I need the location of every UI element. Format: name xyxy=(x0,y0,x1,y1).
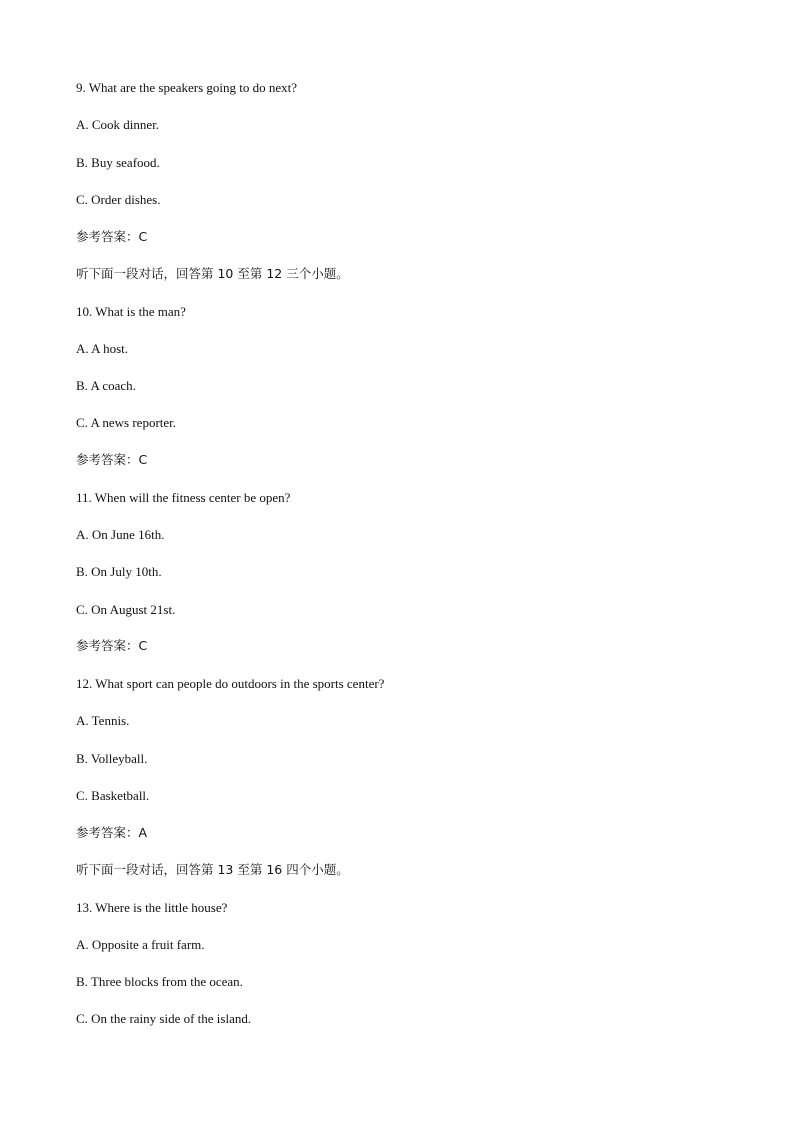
option-10c: C. A news reporter. xyxy=(76,415,177,430)
option-12a: A. Tennis. xyxy=(76,713,130,728)
option-9a: A. Cook dinner. xyxy=(76,117,160,132)
option-12b: B. Volleyball. xyxy=(76,751,148,766)
question-12: 12. What sport can people do outdoors in the sports center? xyxy=(76,676,385,691)
instruction-10-12: 听下面一段对话，回答第 10 至第 12 三个小题。 xyxy=(76,266,349,281)
answer-9: 参考答案：C xyxy=(76,229,148,244)
question-13: 13. Where is the little house? xyxy=(76,900,228,915)
answer-12: 参考答案：A xyxy=(76,825,148,840)
option-10b: B. A coach. xyxy=(76,378,136,393)
option-11a: A. On June 16th. xyxy=(76,527,165,542)
option-10a: A. A host. xyxy=(76,341,129,356)
option-11c: C. On August 21st. xyxy=(76,602,176,617)
answer-10: 参考答案：C xyxy=(76,452,148,467)
question-9: 9. What are the speakers going to do next? xyxy=(76,80,298,95)
option-13a: A. Opposite a fruit farm. xyxy=(76,937,205,952)
option-9b: B. Buy seafood. xyxy=(76,155,160,170)
option-13c: C. On the rainy side of the island. xyxy=(76,1011,252,1026)
question-11: 11. When will the fitness center be open? xyxy=(76,490,291,505)
instruction-13-16: 听下面一段对话，回答第 13 至第 16 四个小题。 xyxy=(76,862,349,877)
option-9c: C. Order dishes. xyxy=(76,192,161,207)
answer-11: 参考答案：C xyxy=(76,638,148,653)
option-13b: B. Three blocks from the ocean. xyxy=(76,974,243,989)
option-11b: B. On July 10th. xyxy=(76,564,162,579)
question-10: 10. What is the man? xyxy=(76,304,186,319)
option-12c: C. Basketball. xyxy=(76,788,150,803)
